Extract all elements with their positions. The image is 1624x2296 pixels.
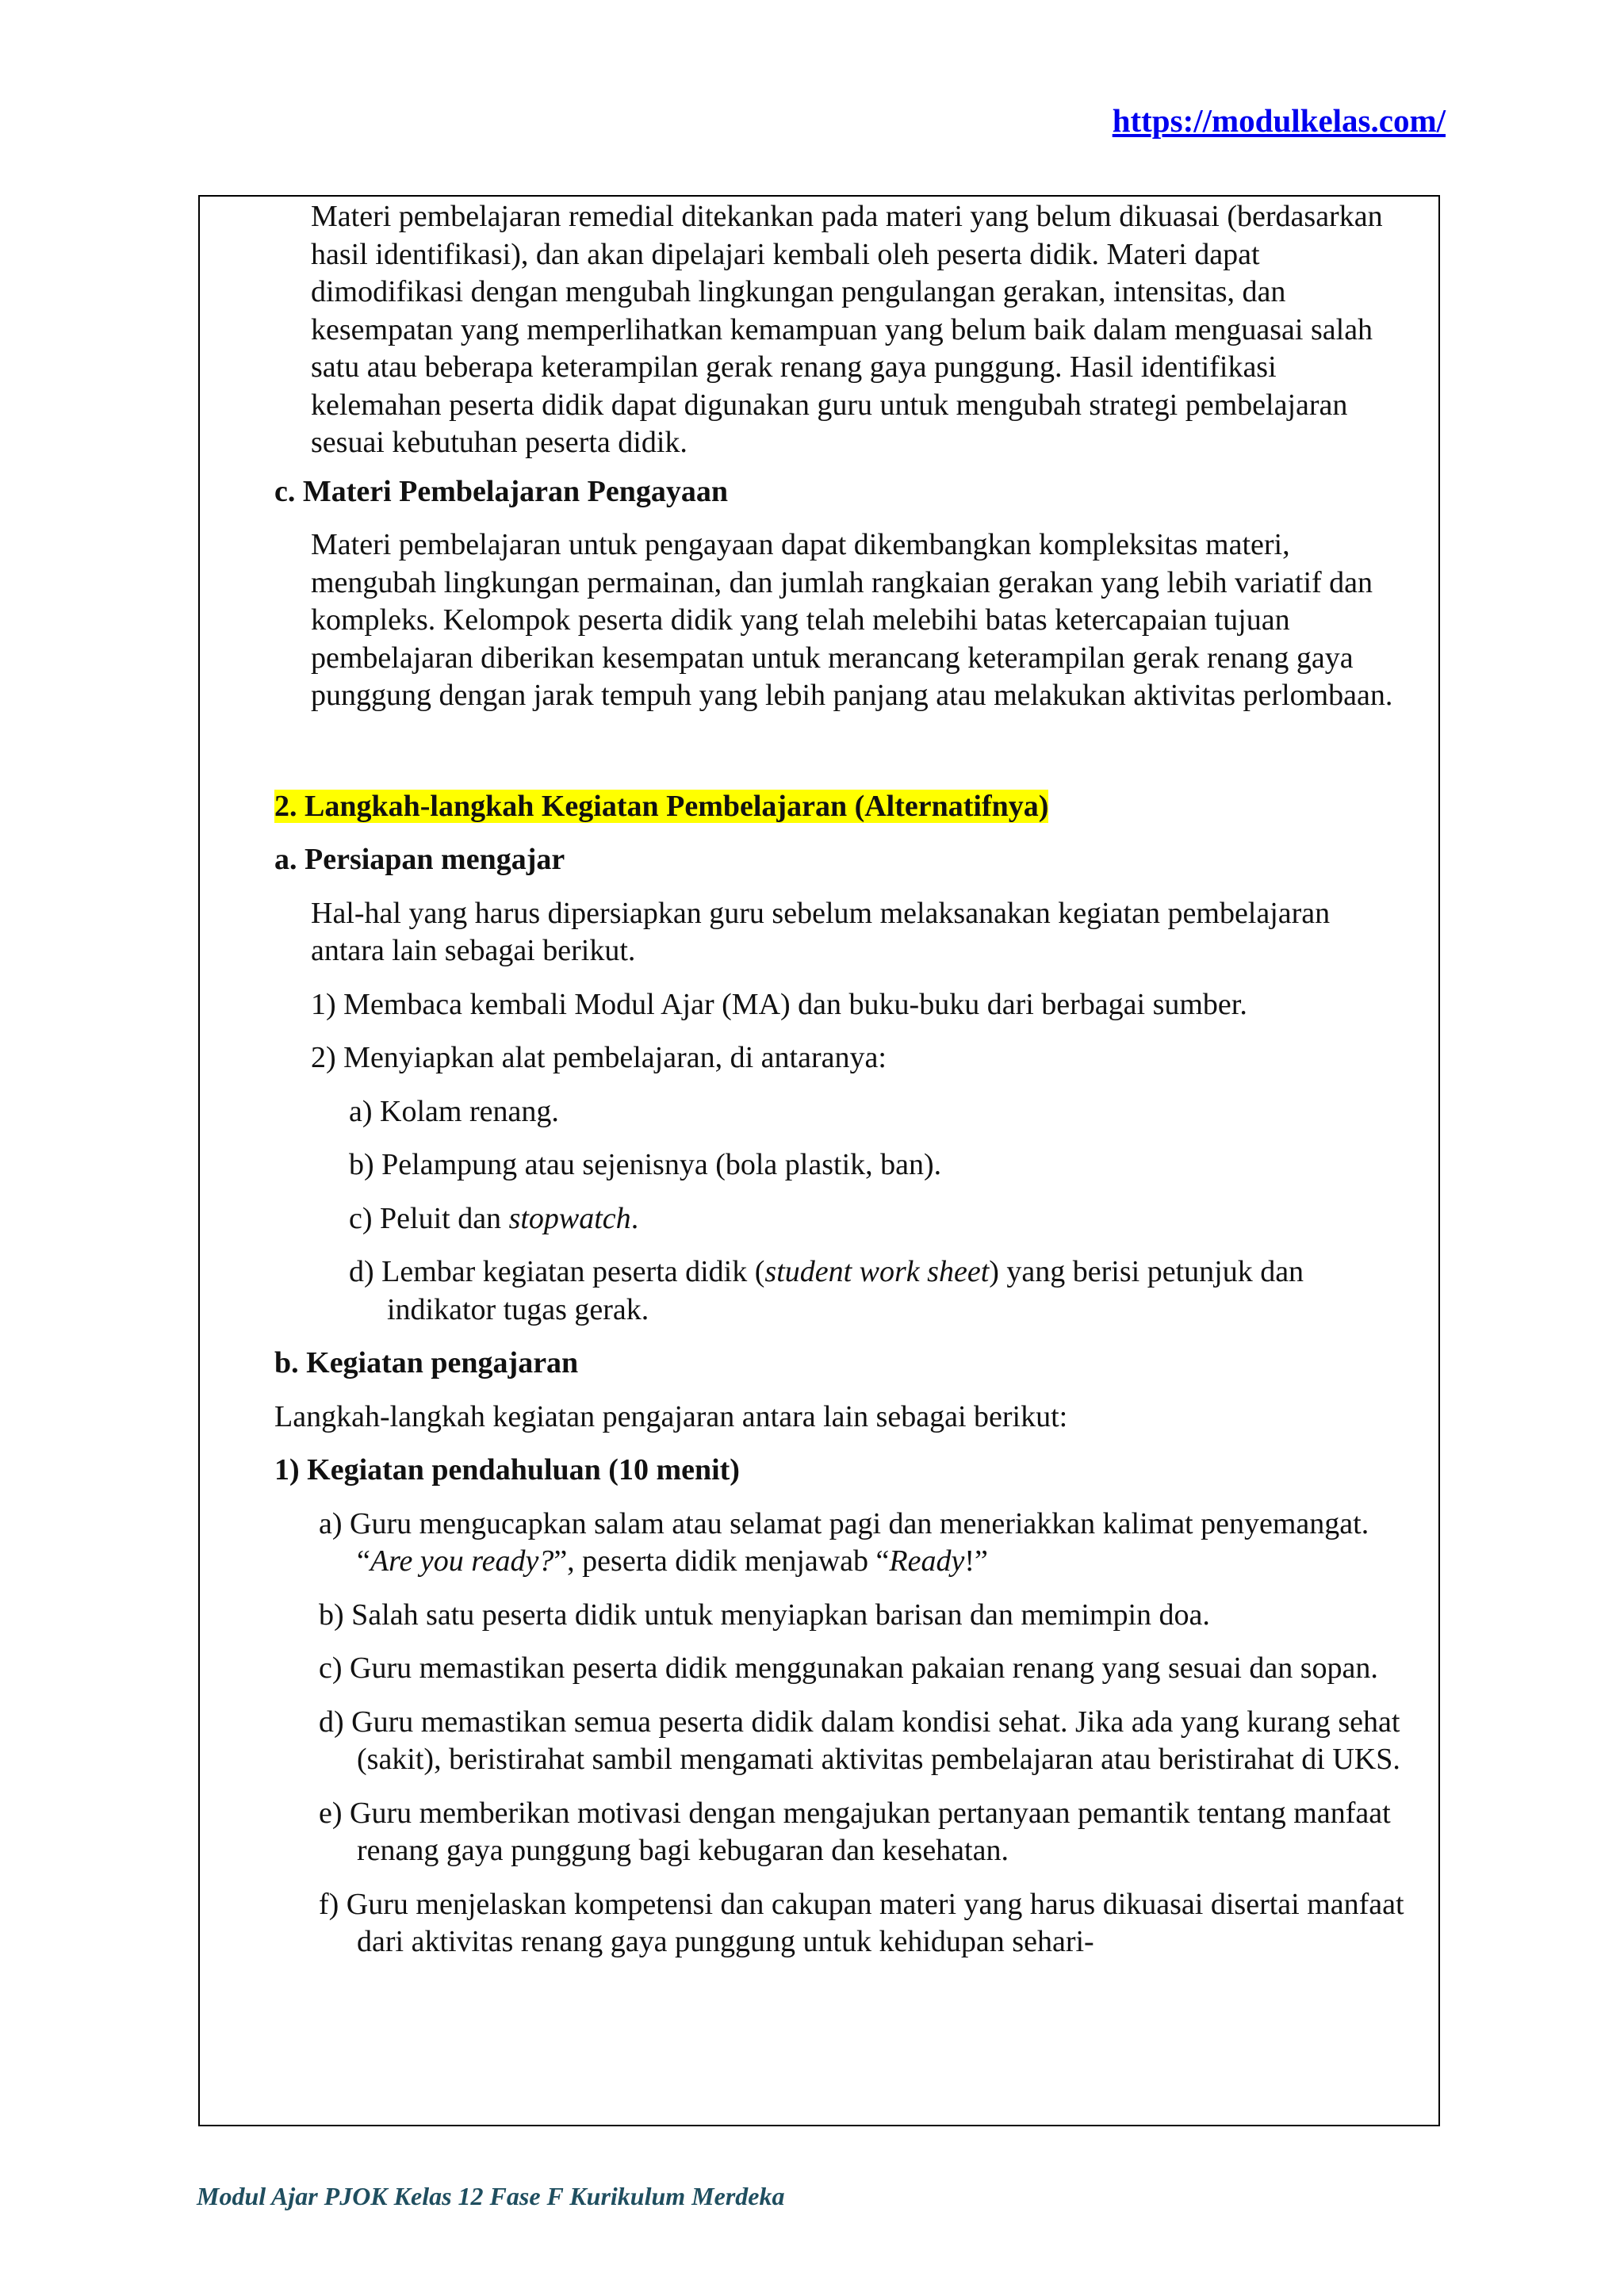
pendahuluan-item-e: e) Guru memberikan motivasi dengan mengajukan pertanyaan pemantik tentang manfaat renang gaya punggung bagi kebugaran dan kesehatan. [319,1796,1391,1867]
section2-heading-highlight: 2. Langkah-langkah Kegiatan Pembelajaran (Alternatifnya) [274,789,1049,823]
tool-item-d-prefix: d) Lembar kegiatan peserta didik ( [349,1255,765,1288]
item-a-text-3: !” [964,1544,988,1578]
pendahuluan-item-b: b) Salah satu peserta didik untuk menyiapkan barisan dan memimpin doa. [319,1598,1210,1632]
pengayaan-heading: c. Materi Pembelajaran Pengayaan [274,474,728,508]
persiapan-item-1: 1) Membaca kembali Modul Ajar (MA) dan buku-buku dari berbagai sumber. [311,987,1247,1021]
footer-text: Modul Ajar PJOK Kelas 12 Fase F Kurikulum Merdeka [197,2182,785,2210]
item-a-italic-1: Are you ready? [370,1544,554,1578]
pendahuluan-item-f: f) Guru menjelaskan kompetensi dan cakupan materi yang harus dikuasai disertai manfaat dari aktivitas renang gaya punggung untuk kehidupan sehari- [319,1887,1404,1958]
item-a-text-2: ”, peserta didik menjawab “ [553,1544,890,1578]
pendahuluan-heading: 1) Kegiatan pendahuluan (10 menit) [274,1453,740,1487]
pendahuluan-item-d: d) Guru memastikan semua peserta didik dalam kondisi sehat. Jika ada yang kurang sehat (sakit), beristirahat sambil mengamati aktivitas pembelajaran atau beristirahat di UKS. [319,1705,1400,1776]
kegiatan-heading: b. Kegiatan pengajaran [274,1346,579,1380]
document-body [274,198,1408,1961]
section2-heading [274,788,1408,826]
pengayaan-paragraph: Materi pembelajaran untuk pengayaan dapat dikembangkan kompleksitas materi, mengubah lingkungan permainan, dan jumlah rangkaian gerakan yang lebih variatif dan kompleks. Kelompok peserta didik yang telah melebihi batas ketercapaian tujuan pembelajaran diberikan kesempatan untuk merancang keterampilan gerak renang gaya punggung dengan jarak tempuh yang lebih panjang atau melakukan aktivitas perlombaan. [311,528,1393,712]
item-a-italic-2: Ready [889,1544,965,1578]
tool-item-b: b) Pelampung atau sejenisnya (bola plastik, ban). [349,1148,942,1181]
tool-item-c-prefix: c) Peluit dan [349,1201,509,1235]
tool-item-c-italic: stopwatch [508,1201,631,1235]
tool-item-d-italic: student work sheet [764,1255,990,1288]
tool-item-c-suffix: . [630,1201,639,1235]
persiapan-heading: a. Persiapan mengajar [274,843,565,876]
kegiatan-intro: Langkah-langkah kegiatan pengajaran antara lain sebagai berikut: [274,1399,1068,1433]
pendahuluan-item-c: c) Guru memastikan peserta didik menggunakan pakaian renang yang sesuai dan sopan. [319,1651,1378,1685]
pendahuluan-item-a [319,1506,1408,1581]
header-url-link[interactable]: https://modulkelas.com/ [1112,102,1446,139]
item-a-text-1: a) Guru mengucapkan salam atau selamat pagi dan meneriakkan kalimat penyemangat. “ [319,1506,1369,1578]
tool-item-a: a) Kolam renang. [349,1094,559,1128]
remedial-paragraph: Materi pembelajaran remedial ditekankan pada materi yang belum dikuasai (berdasarkan hasil identifikasi), dan akan dipelajari kembali oleh peserta didik. Materi dapat dimodifikasi dengan mengubah lingkungan pengulangan gerakan, intensitas, dan kesempatan yang memperlihatkan kemampuan yang belum baik dalam menguasai salah satu atau beberapa keterampilan gerak renang gaya punggung. Hasil identifikasi kelemahan peserta didik dapat digunakan guru untuk mengubah strategi pembelajaran sesuai kebutuhan peserta didik. [311,200,1383,459]
persiapan-intro: Hal-hal yang harus dipersiapkan guru sebelum melaksanakan kegiatan pembelajaran antara lain sebagai berikut. [311,896,1331,967]
persiapan-item-2: 2) Menyiapkan alat pembelajaran, di antaranya: [311,1041,887,1074]
tool-item-d-suffix: ) yang berisi petunjuk dan indikator tugas gerak. [387,1255,1304,1326]
tool-item-c [349,1200,1408,1238]
tool-item-d [349,1253,1408,1329]
